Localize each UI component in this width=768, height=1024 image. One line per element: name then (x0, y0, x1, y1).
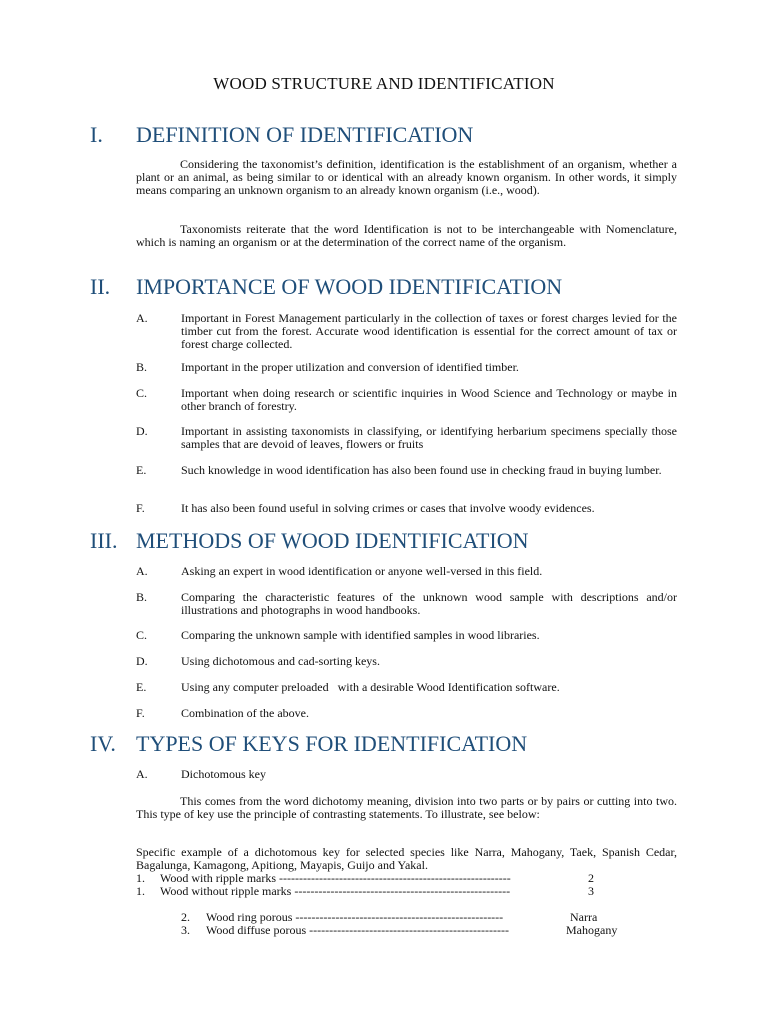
paragraph: Specific example of a dichotomous key for selected species like Narra, Mahogany, Taek, Spanish Cedar, Bagalunga, Kamagong, Apitiong, Mayapis, Guijo and Yakal. (136, 845, 677, 872)
list-item: D. Important in assisting taxonomists in classifying, or identifying herbarium specimens specially those samples that are devoid of leaves, flowers or fruits (136, 424, 677, 451)
list-item: F. Combination of the above. (136, 706, 309, 720)
section-title: DEFINITION OF IDENTIFICATION (136, 122, 474, 147)
section-heading-2 (90, 274, 562, 300)
list-item: D. Using dichotomous and cad-sorting keys. (136, 654, 380, 668)
section-title: METHODS OF WOOD IDENTIFICATION (136, 528, 529, 553)
section-heading-1 (90, 122, 473, 148)
key-result: Mahogany (566, 923, 618, 937)
section-title: TYPES OF KEYS FOR IDENTIFICATION (136, 731, 528, 756)
list-item: B. Important in the proper utilization and conversion of identified timber. (136, 360, 519, 374)
list-item: A. Dichotomous key (136, 767, 266, 781)
key-result: 2 (588, 871, 594, 885)
section-title: IMPORTANCE OF WOOD IDENTIFICATION (136, 274, 563, 299)
key-line: 2. Wood ring porous ---------------------------------------------------- (181, 910, 504, 924)
list-item: E. Such knowledge in wood identification has also been found use in checking fraud in buying lumber. (136, 463, 662, 477)
section-number: III. (90, 528, 118, 553)
key-line: 1. Wood with ripple marks ---------------------------------------------------------- (136, 871, 511, 885)
section-heading-4 (90, 731, 527, 757)
key-line: 1. Wood without ripple marks ------------------------------------------------------ (136, 884, 511, 898)
list-item: A. Asking an expert in wood identification or anyone well-versed in this field. (136, 564, 543, 578)
section-number: I. (90, 122, 103, 147)
key-result: 3 (588, 884, 594, 898)
section-number: II. (90, 274, 111, 299)
paragraph: This comes from the word dichotomy meaning, division into two parts or by pairs or cutting into two. This type of key use the principle of contrasting statements. To illustrate, see below: (136, 794, 677, 821)
document-title: WOOD STRUCTURE AND IDENTIFICATION (213, 74, 555, 93)
list-item: C. Important when doing research or scientific inquiries in Wood Science and Technology or maybe in other branch of forestry. (136, 386, 677, 413)
list-item: C. Comparing the unknown sample with identified samples in wood libraries. (136, 628, 540, 642)
section-heading-3 (90, 528, 529, 554)
paragraph: Taxonomists reiterate that the word Identification is not to be interchangeable with Nomenclature, which is naming an organism or at the determination of the correct name of the organism. (136, 222, 677, 249)
key-line: 3. Wood diffuse porous -------------------------------------------------- (181, 923, 509, 937)
list-item: E. Using any computer preloaded with a desirable Wood Identification software. (136, 680, 560, 694)
section-number: IV. (90, 731, 116, 756)
list-item: F. It has also been found useful in solving crimes or cases that involve woody evidences. (136, 501, 595, 515)
key-result: Narra (570, 910, 598, 924)
list-item: B. Comparing the characteristic features of the unknown wood sample with descriptions and/or illustrations and photographs in wood handbooks. (136, 590, 677, 617)
list-item: A. Important in Forest Management particularly in the collection of taxes or forest charges levied for the timber cut from the forest. Accurate wood identification is essential for the correct amount of tax or forest charge collected. (136, 311, 677, 351)
paragraph: Considering the taxonomist’s definition, identification is the establishment of an organism, whether a plant or an animal, as being similar to or identical with an already known organism. In other words, it simply means comparing an unknown organism to an already known organism (i.e., wood). (136, 157, 677, 197)
